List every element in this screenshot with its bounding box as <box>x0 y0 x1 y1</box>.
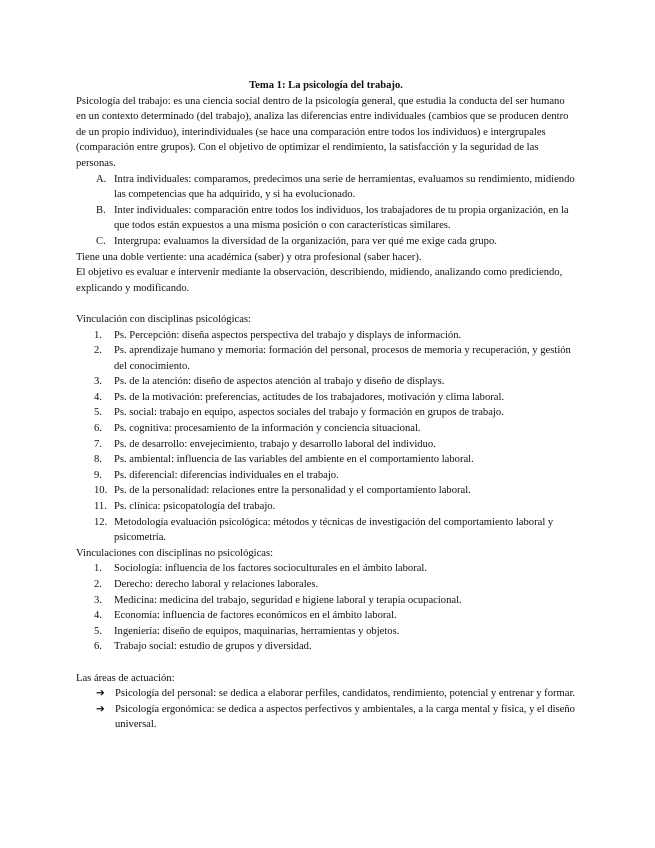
list-item-text: Ps. diferencial: diferencias individuales en el trabajo. <box>114 469 339 481</box>
list-item <box>76 390 576 406</box>
list-item-text: Ps. de la motivación: preferencias, actitudes de los trabajadores, motivación y clima laboral. <box>114 391 505 403</box>
list-item <box>76 468 576 484</box>
abc-list <box>76 172 576 250</box>
list-marker: 4. <box>94 610 102 622</box>
blank-line <box>76 655 576 671</box>
list-item <box>76 561 576 577</box>
list-item-text: Ps. Percepción: diseña aspectos perspectiva del trabajo y displays de información. <box>114 329 462 341</box>
list-item <box>76 343 576 374</box>
list-item <box>76 702 576 733</box>
list-marker: 12. <box>94 516 108 528</box>
list-item <box>76 577 576 593</box>
psico-list <box>76 328 576 546</box>
list-item <box>76 234 576 250</box>
list-item <box>76 203 576 234</box>
list-marker: 5. <box>94 625 102 637</box>
document-page <box>76 78 576 733</box>
list-item <box>76 421 576 437</box>
list-marker: 1. <box>94 563 102 575</box>
list-marker: 9. <box>94 469 102 481</box>
list-item-text: Medicina: medicina del trabajo, seguridad e higiene laboral y terapia ocupacional. <box>114 594 462 606</box>
list-marker: 5. <box>94 407 102 419</box>
areas-heading: Las áreas de actuación: <box>76 672 175 684</box>
arrow-right-icon: ➔ <box>96 703 105 715</box>
list-item-text: Intra individuales: comparamos, predecimos una serie de herramientas, evaluamos su rendimiento, midiendo las competencias que ha adquirido, y si ha evolucionado. <box>114 173 575 201</box>
page-title: Tema 1: La psicología del trabajo. <box>249 80 403 91</box>
intro-paragraph: Psicología del trabajo: es una ciencia social dentro de la psicología general, que estudia la conducta del ser humano en un contexto determinado (del trabajo), analiza las diferencias entre individuales (cambios que se producen dentro de un propio individuo), interindividuales (se hace una comparación entre todos los individuos) e intergrupales (comparación entre grupos). Con el objetivo de optimizar el rendimiento, la satisfacción y la seguridad de las personas. <box>76 95 569 169</box>
list-item-text: Ps. ambiental: influencia de las variables del ambiente en el comportamiento laboral. <box>114 454 474 466</box>
list-marker: B. <box>96 204 106 216</box>
list-item-text: Psicología ergonómica: se dedica a aspectos perfectivos y ambientales, a la carga mental y física, y el diseño universal. <box>115 703 575 731</box>
list-item-text: Ps. de desarrollo: envejecimiento, trabajo y desarrollo laboral del individuo. <box>114 438 436 450</box>
list-item-text: Ps. de la atención: diseño de aspectos atención al trabajo y diseño de displays. <box>114 376 445 388</box>
list-marker: 3. <box>94 376 102 388</box>
list-marker: C. <box>96 235 106 247</box>
blank-line <box>76 296 576 312</box>
list-item-text: Economía: influencia de factores económicos en el ámbito laboral. <box>114 610 397 622</box>
list-marker: 6. <box>94 423 102 435</box>
list-item <box>76 452 576 468</box>
list-marker: 2. <box>94 345 102 357</box>
list-item <box>76 405 576 421</box>
areas-list <box>76 686 576 733</box>
list-item-text: Trabajo social: estudio de grupos y diversidad. <box>114 641 312 653</box>
list-item <box>76 639 576 655</box>
list-item <box>76 328 576 344</box>
list-item-text: Metodología evaluación psicológica: métodos y técnicas de investigación del comportamiento laboral y psicometría. <box>114 516 554 544</box>
list-item <box>76 437 576 453</box>
list-marker: 10. <box>94 485 108 497</box>
list-marker: 6. <box>94 641 102 653</box>
list-item-text: Ps. clínica: psicopatología del trabajo. <box>114 501 276 513</box>
list-item <box>76 608 576 624</box>
list-item-text: Inter individuales: comparación entre todos los individuos, los trabajadores de tu propia organización, en la que todos están expuestos a una misma posición o con características similares. <box>114 204 569 232</box>
list-item-text: Ps. de la personalidad: relaciones entre la personalidad y el comportamiento laboral. <box>114 485 471 497</box>
list-item-text: Ps. cognitiva: procesamiento de la información y conciencia situacional. <box>114 423 421 435</box>
list-item-text: Intergrupa: evaluamos la diversidad de la organización, para ver qué me exige cada grupo. <box>114 235 497 247</box>
list-item <box>76 593 576 609</box>
list-marker: 11. <box>94 501 107 513</box>
list-marker: 1. <box>94 329 102 341</box>
vertiente-paragraph: Tiene una doble vertiente: una académica (saber) y otra profesional (saber hacer). <box>76 251 422 263</box>
list-item <box>76 483 576 499</box>
objetivo-paragraph: El objetivo es evaluar e intervenir mediante la observación, describiendo, midiendo, analizando como prediciendo, explicando y modificando. <box>76 267 563 294</box>
list-marker: 3. <box>94 594 102 606</box>
list-item <box>76 515 576 546</box>
psico-heading: Vinculación con disciplinas psicológicas: <box>76 313 252 325</box>
nopsico-heading: Vinculaciones con disciplinas no psicológicas: <box>76 547 274 559</box>
list-item-text: Sociología: influencia de los factores socioculturales en el ámbito laboral. <box>114 563 428 575</box>
list-item <box>76 172 576 203</box>
list-item <box>76 374 576 390</box>
list-item-text: Psicología del personal: se dedica a elaborar perfiles, candidatos, rendimiento, potencial y entrenar y formar. <box>115 688 576 700</box>
list-item-text: Ps. aprendizaje humano y memoria: formación del personal, procesos de memoria y recuperación, y gestión del conocimiento. <box>114 345 571 372</box>
arrow-right-icon: ➔ <box>96 688 105 700</box>
list-item-text: Ps. social: trabajo en equipo, aspectos sociales del trabajo y formación en grupos de trabajo. <box>114 407 504 419</box>
nopsico-list <box>76 561 576 655</box>
list-marker: 2. <box>94 579 102 590</box>
list-item-text: Ingeniería: diseño de equipos, maquinarias, herramientas y objetos. <box>114 625 400 637</box>
list-item-text: Derecho: derecho laboral y relaciones laborales. <box>114 579 319 590</box>
list-marker: 8. <box>94 454 102 466</box>
list-item <box>76 686 576 702</box>
list-marker: A. <box>96 173 107 185</box>
list-item <box>76 624 576 640</box>
list-marker: 7. <box>94 438 102 450</box>
list-marker: 4. <box>94 391 102 403</box>
list-item <box>76 499 576 515</box>
